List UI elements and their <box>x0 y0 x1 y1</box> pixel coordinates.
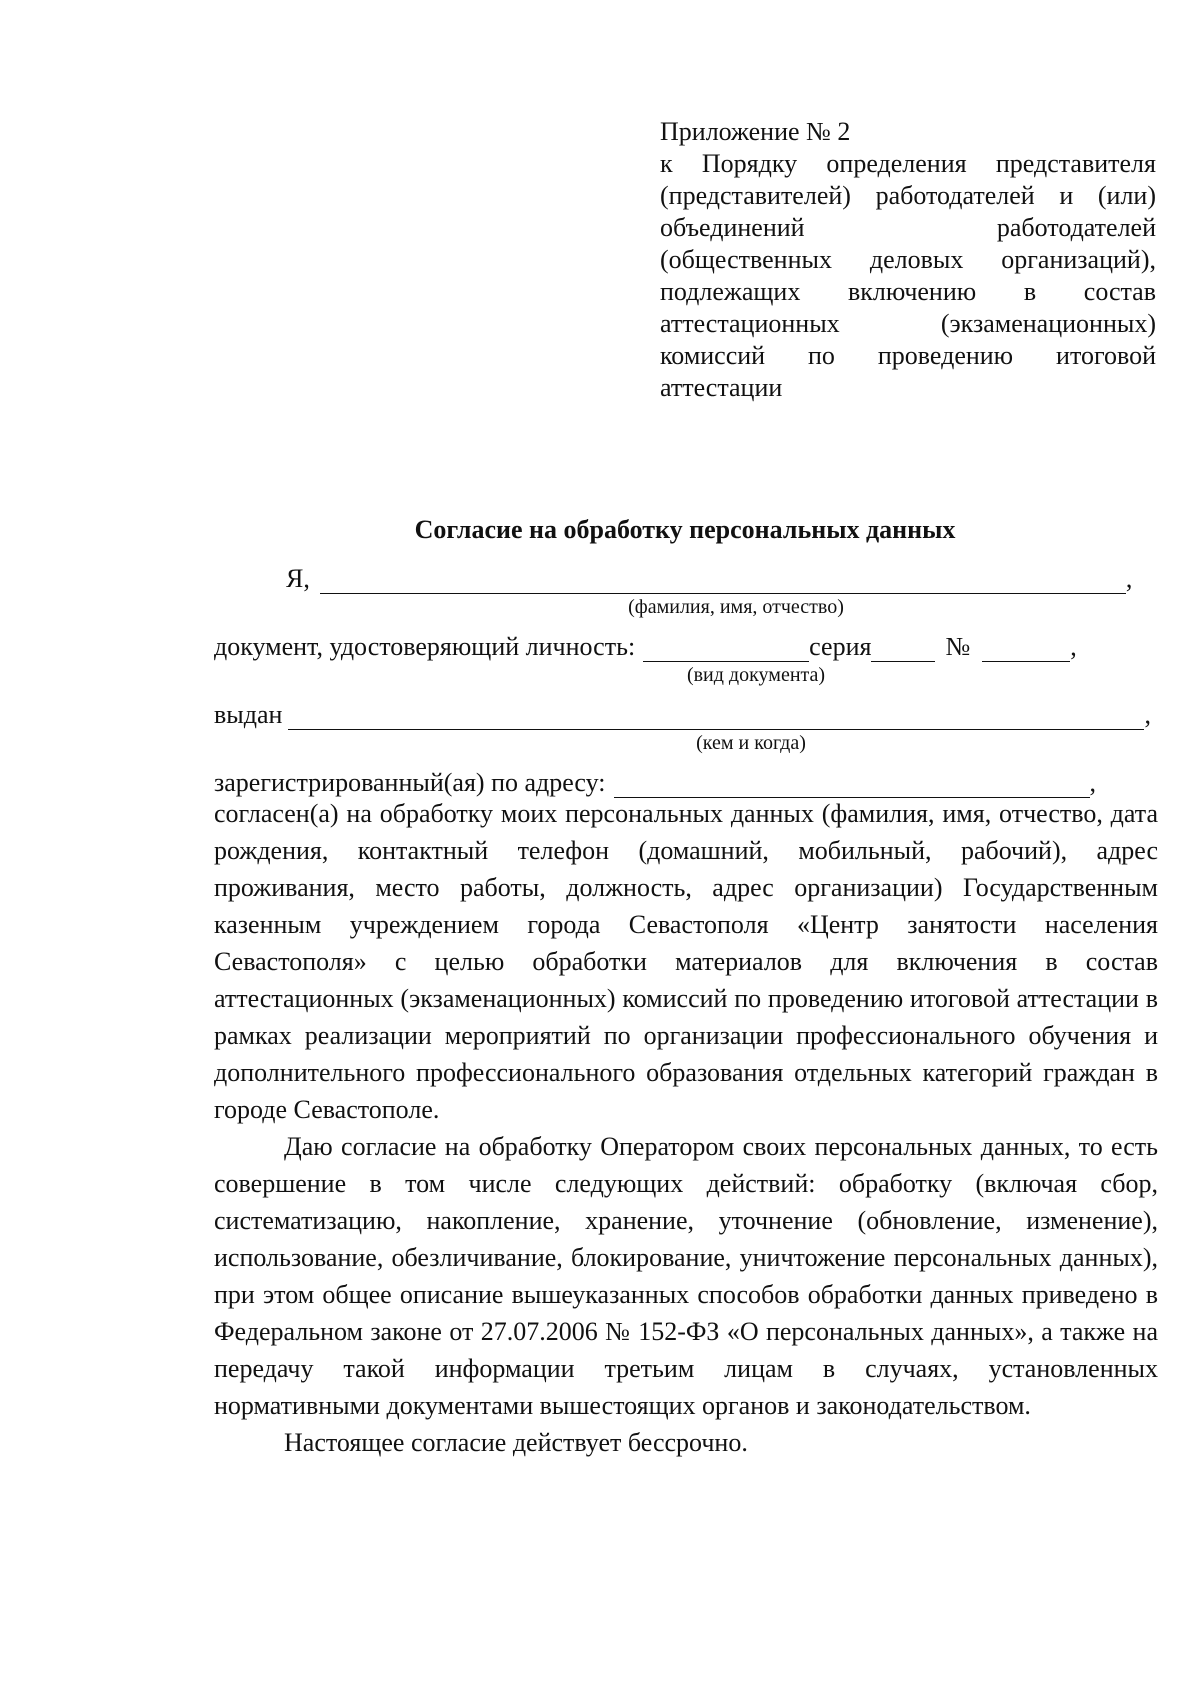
number-field[interactable] <box>982 635 1070 662</box>
appendix-line: (общественных деловых организаций), <box>660 245 1156 274</box>
issued-label: выдан <box>214 700 283 729</box>
document-row <box>214 628 1158 662</box>
paragraph-consent: согласен(а) на обработку моих персональных данных (фамилия, имя, отчество, дата рождения, контактный телефон (домашний, мобильный, рабочий), адрес проживания, место работы, должность, адрес организации) Государственным казенным учреждением города Севастополя «Центр занятости населения Севастополя» с целью обработки материалов для включения в состав аттестационных (экзаменационных) комиссий по проведению итоговой аттестации в рамках реализации мероприятий по организации профессионального обучения и дополнительного профессионального образования отдельных категорий граждан в городе Севастополе. <box>214 799 1158 1124</box>
appendix-block <box>660 116 1156 404</box>
doc-type-field[interactable] <box>643 635 809 662</box>
appendix-heading: Приложение № 2 <box>660 117 851 146</box>
appendix-line: (представителей) работодателей и (или) <box>660 181 1156 210</box>
issued-row <box>214 696 1158 730</box>
fio-field[interactable] <box>320 567 1126 594</box>
fio-row <box>214 560 1158 594</box>
appendix-line: аттестационных (экзаменационных) <box>660 309 1156 338</box>
appendix-line: объединений работодателей <box>660 213 1156 242</box>
fio-comma: , <box>1125 564 1133 593</box>
document-title: Согласие на обработку персональных данных <box>414 515 956 544</box>
address-label: зарегистрированный(ая) по адресу: <box>214 768 606 797</box>
address-row <box>214 764 1158 798</box>
issued-comma: , <box>1144 700 1151 729</box>
consent-form <box>214 560 1158 797</box>
series-label: серия <box>809 632 872 661</box>
doc-label: документ, удостоверяющий личность: <box>214 632 636 661</box>
appendix-line: к Порядку определения представителя <box>660 149 1156 178</box>
appendix-line: аттестации <box>660 373 783 402</box>
paragraph-validity: Настоящее согласие действует бессрочно. <box>284 1428 748 1457</box>
ya-label: Я, <box>286 564 310 593</box>
consent-body <box>214 795 1158 1461</box>
doc-caption: (вид документа) <box>686 664 826 686</box>
issued-caption: (кем и когда) <box>696 732 806 754</box>
address-comma: , <box>1089 768 1097 797</box>
paragraph-actions: Даю согласие на обработку Оператором своих персональных данных, то есть совершение в том числе следующих действий: обработку (включая сбор, систематизацию, накопление, хранение, уточнение (обновление, изменение), использование, обезличивание, блокирование, уничтожение персональных данных), при этом общее описание вышеуказанных способов обработки данных приведено в Федеральном законе от 27.07.2006 № 152-ФЗ «О персональных данных», а также на передачу такой информации третьим лицам в случаях, установленных нормативными документами вышестоящих органов и законодательством. <box>214 1132 1158 1420</box>
fio-caption: (фамилия, имя, отчество) <box>628 596 844 618</box>
issued-field[interactable] <box>288 703 1144 730</box>
address-field[interactable] <box>614 771 1090 798</box>
appendix-line: комиссий по проведению итоговой <box>660 341 1156 370</box>
series-field[interactable] <box>871 635 935 662</box>
number-label: № <box>945 632 971 661</box>
document-comma: , <box>1070 632 1077 661</box>
appendix-line: подлежащих включению в состав <box>660 277 1156 306</box>
